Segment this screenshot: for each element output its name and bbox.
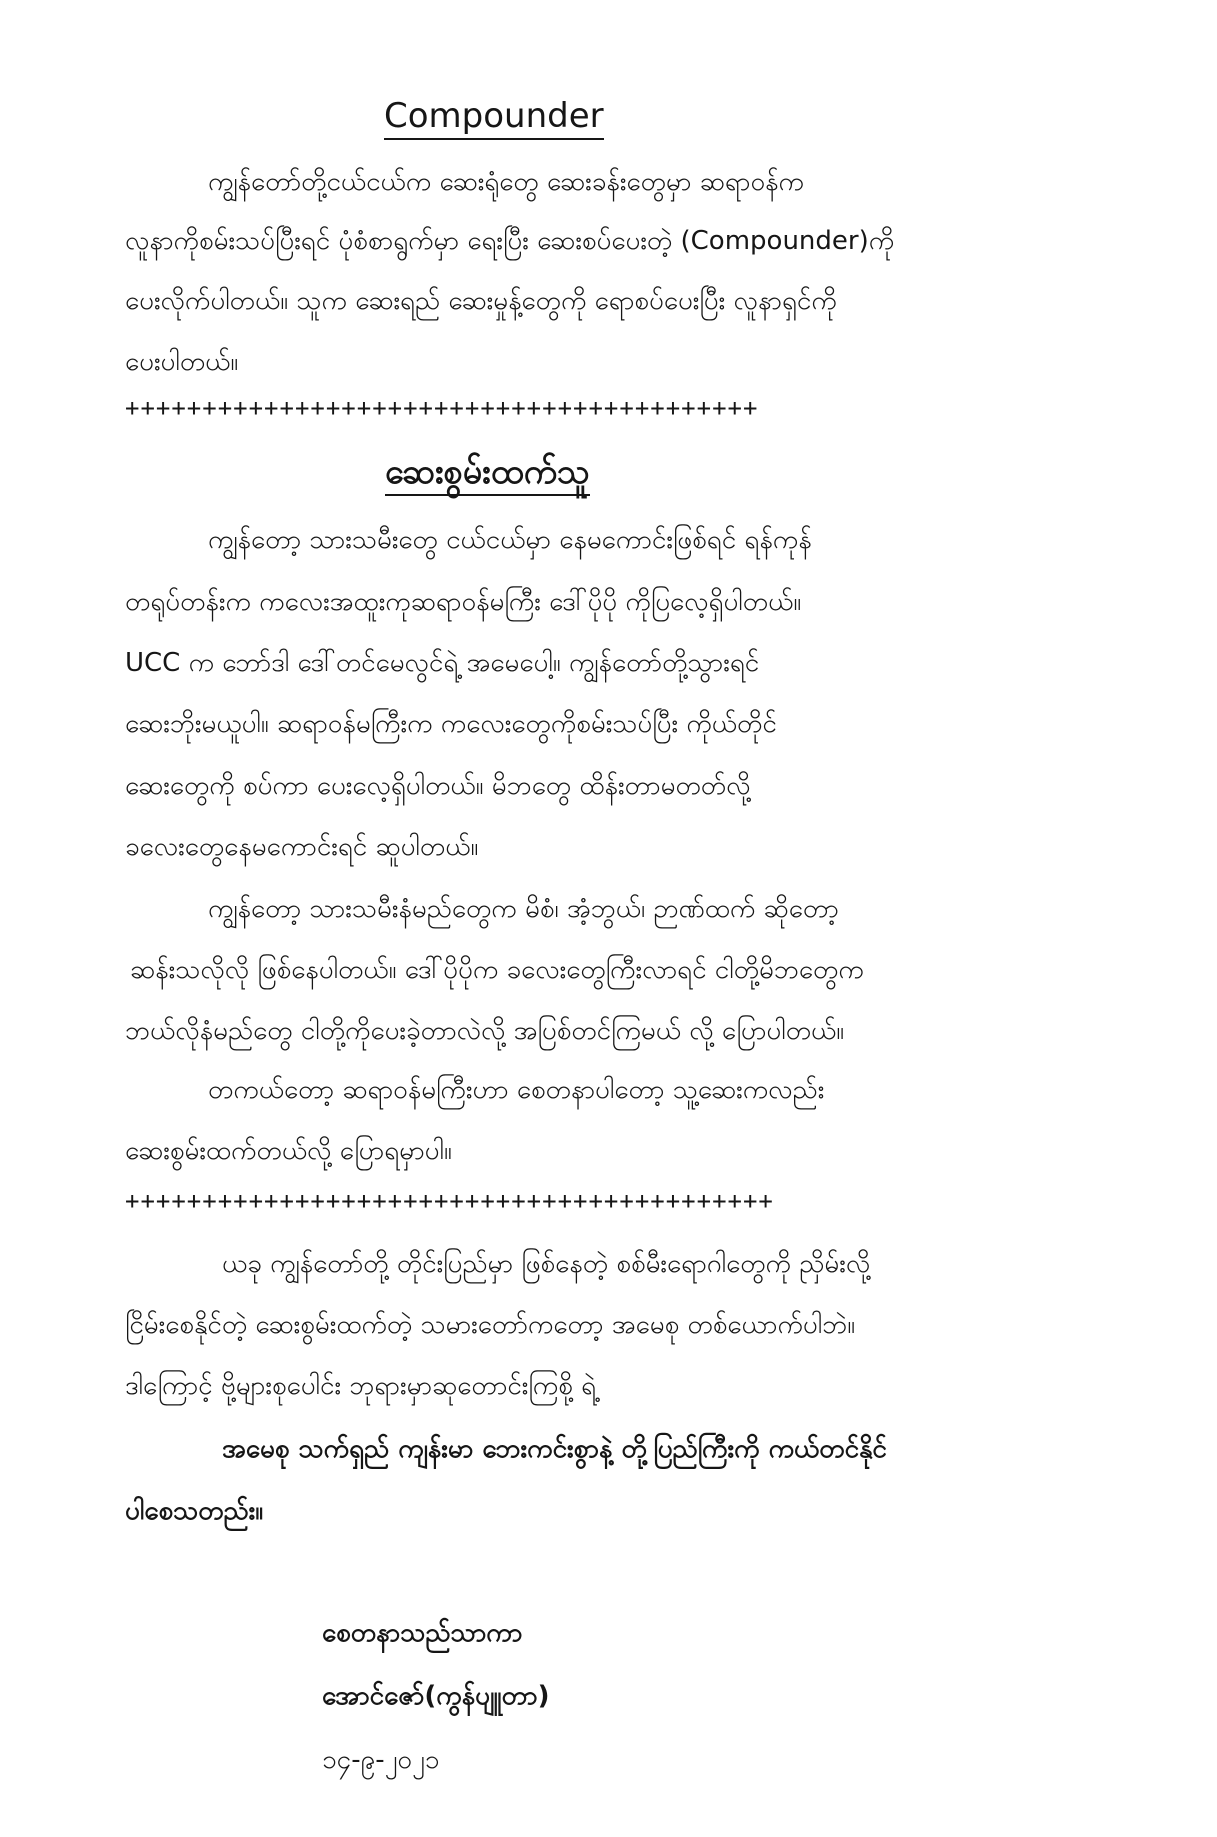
paragraph-line: ဒါကြောင့် ဗို့များစုပေါင်း ဘုရားမှာဆုတောင်းကြစို့ ရဲ့ [125,1371,597,1401]
signature-motto: စေတနာသည်သာကာ [322,1618,523,1648]
separator-line: ++++++++++++++++++++++++++++++++++++++++++ [125,1187,774,1215]
paragraph-line: ယခု ကျွန်တော်တို့ တိုင်းပြည်မှာ ဖြစ်နေတဲ့ စစ်မီးရောဂါတွေကို ညှိမ်းလို့ [222,1249,871,1279]
paragraph-line: တကယ်တော့ ဆရာဝန်မကြီးဟာ စေတနာပါတော့ သူ့ဆေးကလည်း [208,1075,825,1105]
section-heading-strong-medicine: ဆေးစွမ်းထက်သူ [385,452,590,496]
paragraph-line: ကျွန်တော်တို့ငယ်ငယ်က ဆေးရုံတွေ ဆေးခန်းတွေမှာ ဆရာဝန်က [208,167,804,197]
paragraph-line: ဘယ်လိုနံမည်တွေ ငါတို့ကိုပေးခဲ့တာလဲလို့ အပြစ်တင်ကြမယ် လို့ ပြောပါတယ်။ [125,1016,845,1046]
paragraph-line: ကျွန်တော့ သားသမီးနံမည်တွေက မိစံ၊ အံ့ဘွယ်၊ ဉာဏ်ထက် ဆိုတော့ [208,894,839,924]
paragraph-line: ပေးလိုက်ပါတယ်။ သူက ဆေးရည် ဆေးမှုန့်တွေကို ရောစပ်ပေးပြီး လူနာရှင်ကို [125,286,837,316]
section-heading-compounder: Compounder [384,96,604,140]
paragraph-line: ဆေးတွေကို စပ်ကာ ပေးလေ့ရှိပါတယ်။ မိဘတွေ ထိန်းတာမတတ်လို့ [125,771,751,801]
paragraph-line: ကျွန်တော့ သားသမီးတွေ ငယ်ငယ်မှာ နေမကောင်းဖြစ်ရင် ရန်ကုန် [208,525,812,555]
paragraph-line: ခလေးတွေနေမကောင်းရင် ဆူပါတယ်။ [125,832,479,862]
paragraph-line: တရုပ်တန်းက ကလေးအထူးကုဆရာဝန်မကြီး ဒေါ်ပိုပို ကိုပြလေ့ရှိပါတယ်။ [125,587,802,617]
signature-date: ၁၄-၉-၂၀၂၁ [322,1745,440,1775]
paragraph-line: UCC က ဘော်ဒါ ဒေါ်တင်မေလွင်ရဲ့ အမေပေါ့။ ကျွန်တော်တို့သွားရင် [125,648,760,678]
blessing-line: အမေစု သက်ရှည် ကျန်းမာ ဘေးကင်းစွာနဲ့ တို့ပြည်ကြီးကို ကယ်တင်နိုင် [222,1434,887,1464]
paragraph-line: ဆေးစွမ်းထက်တယ်လို့ ပြောရမှာပါ။ [125,1136,452,1166]
paragraph-line: ငြိမ်းစေနိုင်တဲ့ ဆေးစွမ်းထက်တဲ့ သမားတော်ကတော့ အမေစု တစ်ယောက်ပါဘဲ။ [125,1310,856,1340]
paragraph-line: ဆန်းသလိုလို ဖြစ်နေပါတယ်။ ဒေါ်ပိုပိုက ခလေးတွေကြီးလာရင် ငါတို့မိဘတွေက [130,955,864,985]
paragraph-line: လူနာကိုစမ်းသပ်ပြီးရင် ပုံစံစာရွက်မှာ ရေးပြီး ဆေးစပ်ပေးတဲ့ (Compounder)ကို [125,226,895,256]
paragraph-line: ဆေးဘိုးမယူပါ။ ဆရာဝန်မကြီးက ကလေးတွေကိုစမ်းသပ်ပြီး ကိုယ်တိုင် [125,709,777,739]
paragraph-line: ပေးပါတယ်။ [125,347,239,377]
signature-author: အောင်ဇော်(ကွန်ပျူတာ) [322,1681,550,1711]
separator-line: +++++++++++++++++++++++++++++++++++++++++ [125,394,759,422]
blessing-line: ပါစေသတည်း။ [125,1496,264,1526]
